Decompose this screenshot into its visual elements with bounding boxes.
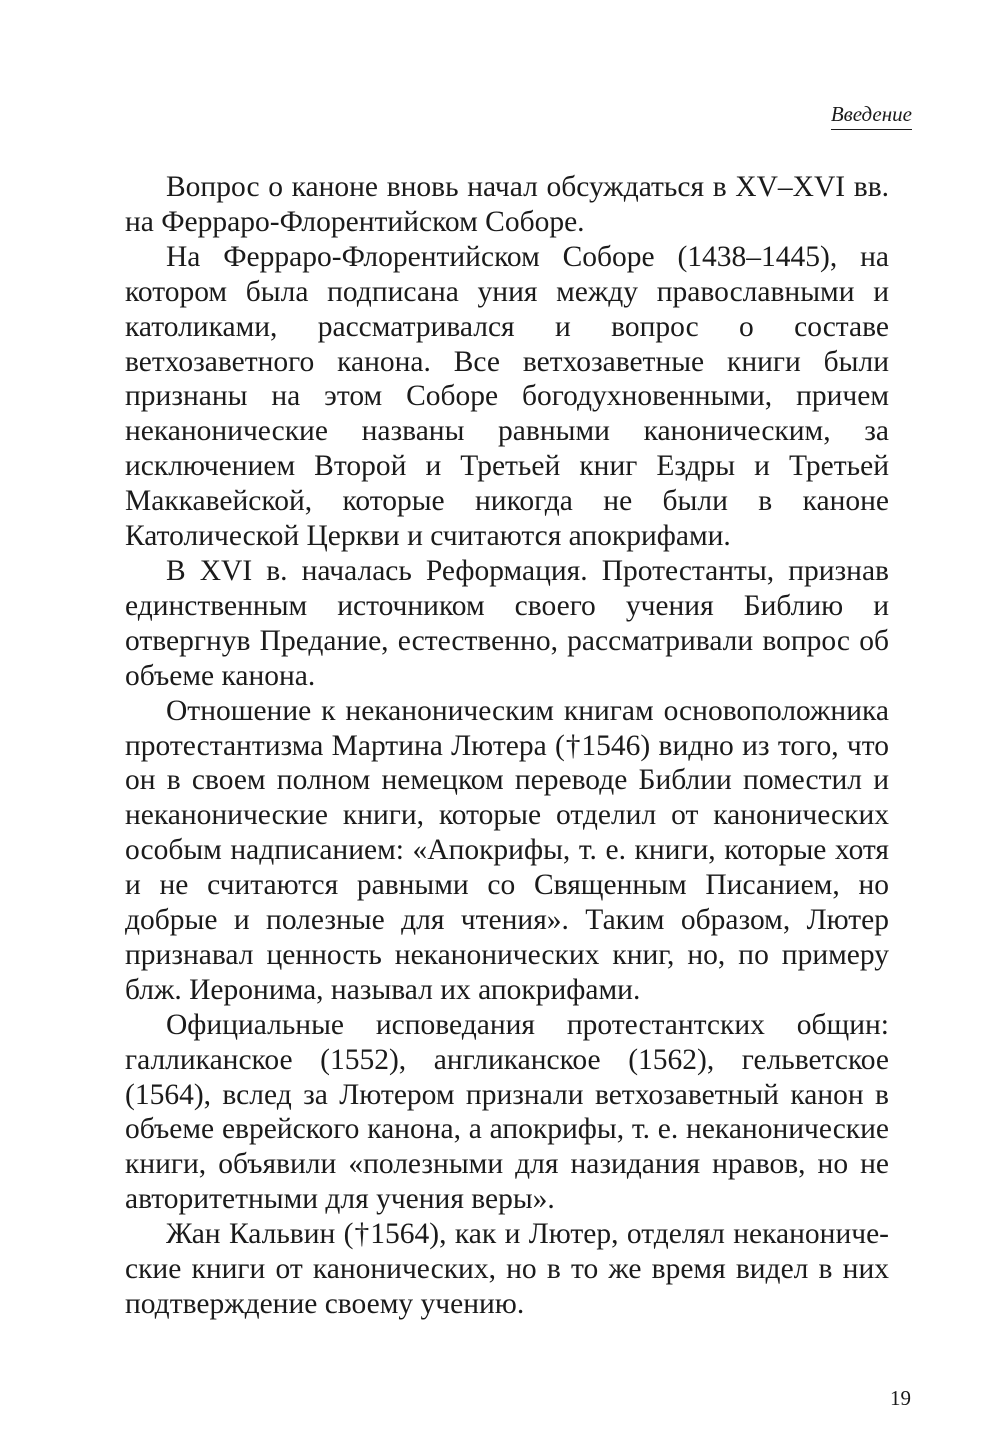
running-head: Введение (831, 101, 912, 130)
paragraph: На Ферраро-Флорентийском Соборе (1438–1445), на котором была подписана уния между православными и католиками, рассматривался и вопрос о составе ветхозаветного канона. Все ветхозаветные книги были признаны на этом Соборе богодухновенными, причем неканонические названы равными каноническим, за исключением Второй и Третьей книг Ездры и Третьей Маккавейской, которые никогда не были в каноне Католической Церкви и считаются апокрифами. (125, 240, 889, 553)
paragraph: Жан Кальвин (†1564), как и Лютер, отделял неканонические книги от канонических, но в то же время видел в них подтверждение своему учению. (125, 1218, 889, 1320)
paragraph: Отношение к неканоническим книгам основоположника протестантизма Мартина Лютера (†1546) видно из того, что он в своем полном немецком переводе Библии поместил и неканонические книги, которые отделил от канонических особым надписанием: «Апокрифы, т. е. книги, которые хотя и не считаются равными со Священным Писанием, но добрые и полезные для чтения». Таким образом, Лютер признавал ценность неканонических книг, но, по примеру блж. Иеронима, называл их апокрифами. (125, 694, 889, 1006)
paragraph: Официальные исповедания протестантских общин: галликанское (1552), англиканское (1562), гельветское (1564), вслед за Лютером признали ветхозаветный канон в объеме еврейского канона, а апокрифы, т. е. неканонические книги, объявили «полезными для назидания нравов, но не авторитетными для учения веры». (125, 1008, 889, 1216)
page-number: 19 (890, 1386, 911, 1410)
paragraph: Вопрос о каноне вновь начал обсуждаться в XV–XVI вв. на Ферраро-Флорентийском Соборе. (125, 171, 889, 238)
paragraph: В XVI в. началась Реформация. Протестанты, признав единственным источником своего учения Библию и отвергнув Предание, естественно, рассматривали вопрос об объеме канона. (125, 554, 889, 692)
body-text (125, 170, 889, 1322)
